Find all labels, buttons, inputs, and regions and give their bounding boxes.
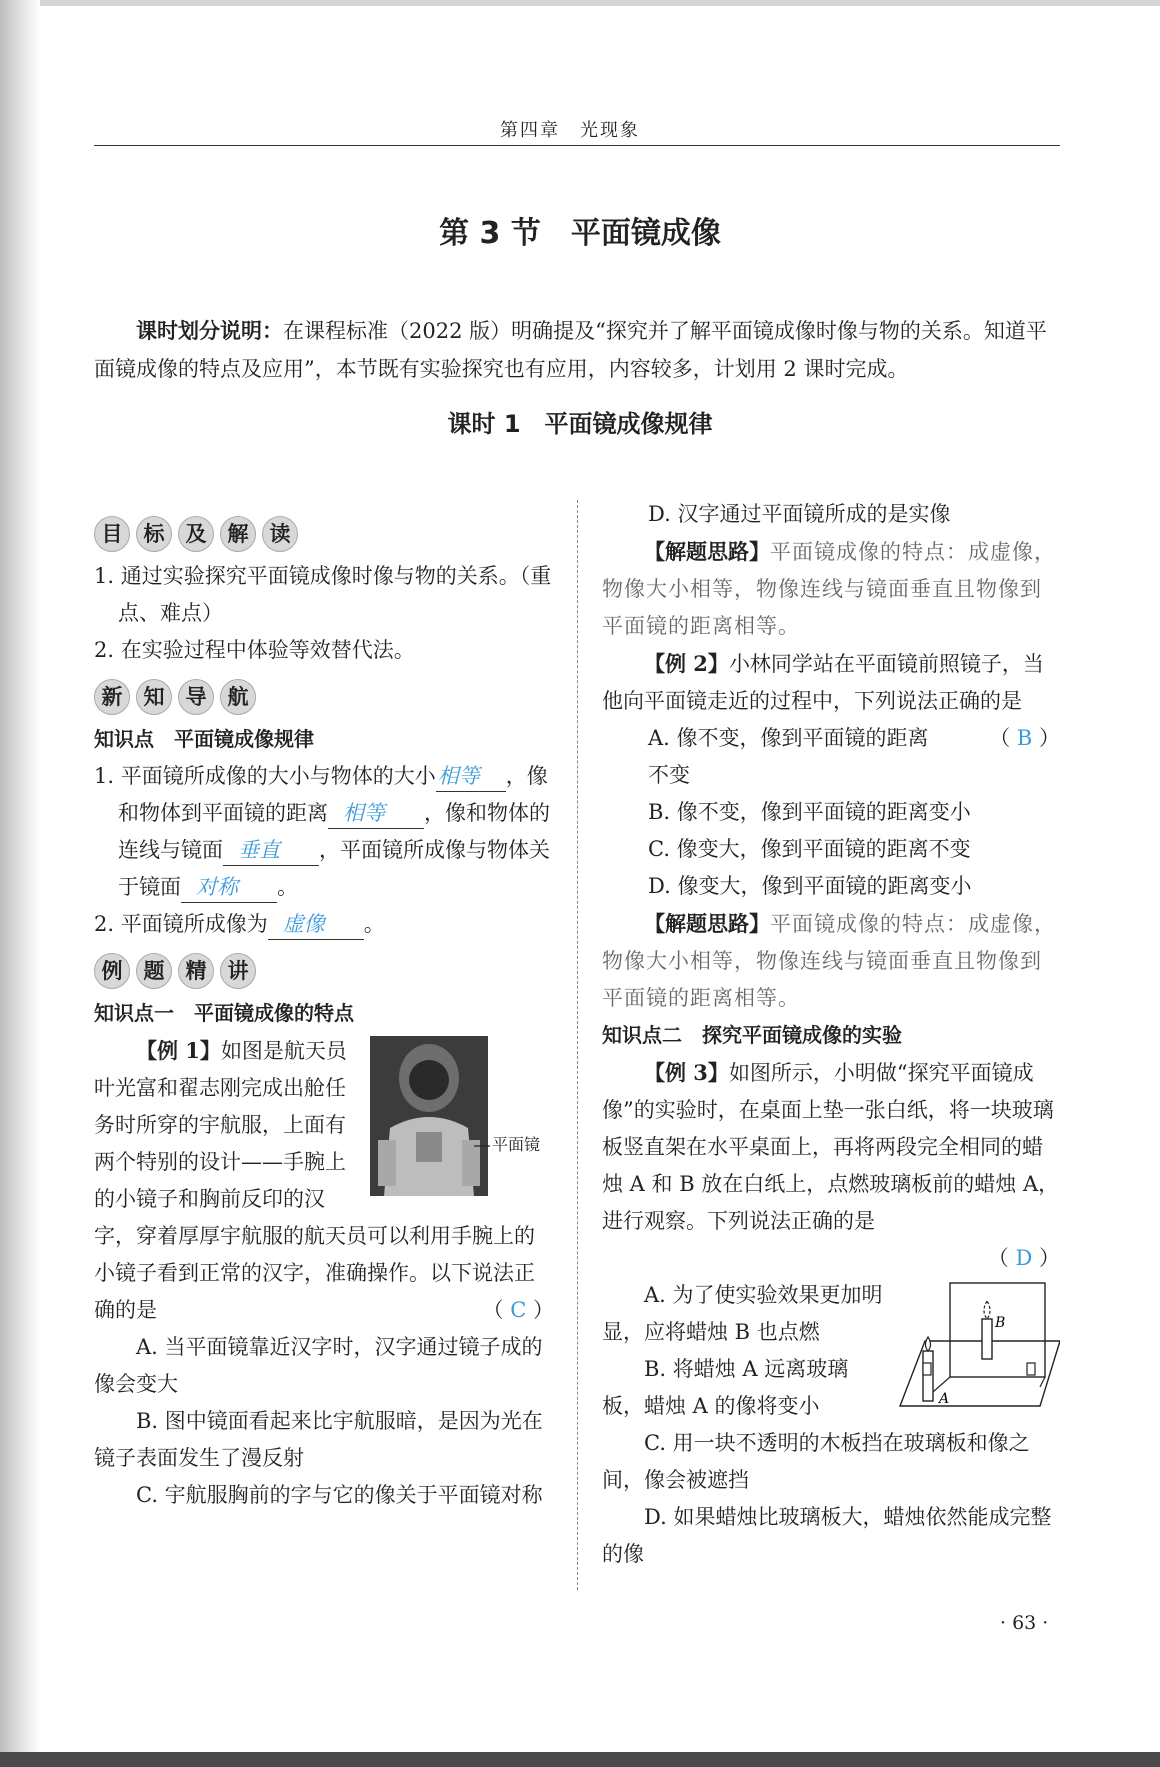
choice-bracket [441, 1292, 554, 1329]
badge-char: 及 [178, 516, 214, 552]
example-text: 如图是航天员叶光富和翟志刚完成出舱任务时所穿的宇航服，上面有两个特别的设计——手腕上的小镜子和胸前反印的汉字，穿着厚厚宇航服的航天员可以利用手腕上的小镜子看到正常的汉字，准确操作。以下说法正确的是 [94, 1039, 535, 1322]
left-column [94, 512, 554, 1514]
page-edge-bottom [0, 1752, 1160, 1767]
lesson-title: 课时 1 平面镜成像规律 [447, 410, 713, 438]
kp1-title: 知识点一 平面镜成像的特点 [94, 1001, 354, 1025]
example-text: 小林同学站在平面镜前照镜子，当他向平面镜走近的过程中，下列说法正确的是 [602, 652, 1044, 713]
badge-char: 讲 [220, 953, 256, 989]
badge-char: 目 [94, 516, 130, 552]
answer-blank: 相等 [328, 798, 424, 829]
badge-char: 题 [136, 953, 172, 989]
choice-answer: D [1015, 1246, 1033, 1270]
option-c: C. 像变大，像到平面镜的距离不变 [648, 837, 971, 861]
text: 。 [363, 912, 385, 936]
option-b: B. 像不变，像到平面镜的距离变小 [648, 800, 971, 824]
answer-blank: 对称 [181, 872, 277, 903]
option-c: C. 用一块不透明的木板挡在玻璃板和像之间，像会被遮挡 [602, 1431, 1030, 1492]
badge-goals [94, 516, 554, 552]
bracket-open: （ [989, 726, 1011, 750]
badge-new [94, 679, 554, 715]
page-edge-left [0, 0, 40, 1767]
badge-char: 解 [220, 516, 256, 552]
badge-char: 知 [136, 679, 172, 715]
option-c: C. 宇航服胸前的字与它的像关于平面镜对称 [136, 1483, 543, 1507]
text: ，像和物体到平面镜的距离 [118, 764, 548, 825]
experiment-figure [895, 1281, 1060, 1419]
option-a: A. 当平面镜靠近汉字时，汉字通过镜子成的像会变大 [94, 1335, 543, 1396]
example-2-stem [602, 645, 1060, 750]
intro-text: 在课程标准（2022 版）明确提及“探究并了解平面镜成像时像与物的关系。知道平面镜成像的特点及应用”，本节既有实验探究也有应用，内容较多，计划用 2 课时完成。 [94, 319, 1047, 381]
badge-char: 航 [220, 679, 256, 715]
choice-answer: B [1016, 726, 1033, 750]
kp2-title: 知识点二 探究平面镜成像的实验 [602, 1023, 902, 1047]
badge-char: 精 [178, 953, 214, 989]
intro-lead: 课时划分说明： [136, 319, 283, 343]
bracket-close: ） [533, 1298, 554, 1322]
label-leader-line [474, 1144, 490, 1148]
example-2-solution [602, 905, 1060, 1017]
solution-text: 平面镜成像的特点：成虚像，物像大小相等，物像连线与镜面垂直且物像到平面镜的距离相等。 [602, 540, 1056, 638]
header-rule [94, 145, 1060, 146]
solution-text: 平面镜成像的特点：成虚像，物像大小相等，物像连线与镜面垂直且物像到平面镜的距离相等。 [602, 912, 1056, 1010]
bracket-open: （ [482, 1298, 504, 1322]
option-d: D. 像变大，像到平面镜的距离变小 [648, 874, 972, 898]
choice-answer: C [510, 1298, 527, 1322]
section-title: 第 3 节 平面镜成像 [439, 216, 721, 251]
text: 2. 平面镜所成像为 [94, 912, 268, 936]
solution-label: 【解题思路】 [644, 539, 770, 564]
right-column [602, 496, 1060, 1573]
running-header: 第四章 光现象 [500, 120, 640, 141]
badge-char: 例 [94, 953, 130, 989]
example-label: 【例 2】 [644, 651, 729, 676]
text: ，平面镜所成像与物体关于镜面 [118, 838, 550, 899]
example-label: 【例 3】 [644, 1060, 729, 1085]
badge-char: 导 [178, 679, 214, 715]
goal-item: 2. 在实验过程中体验等效替代法。 [94, 638, 415, 662]
fig-label-a: A [939, 1391, 950, 1407]
answer-blank: 虚像 [268, 909, 364, 940]
example-label: 【例 1】 [136, 1038, 221, 1063]
bracket-close: ） [1039, 1246, 1060, 1270]
example-1-solution [602, 533, 1060, 645]
example-1 [94, 1032, 554, 1514]
option-a: A. 像不变，像到平面镜的距离不变 [648, 726, 929, 787]
mirror-label: 平面镜 [492, 1135, 541, 1154]
text: 1. 平面镜所成像的大小与物体的大小 [94, 764, 436, 788]
option-b: B. 将蜡烛 A 远离玻璃板，蜡烛 A 的像将变小 [602, 1357, 849, 1418]
answer-blank: 相等 [436, 761, 506, 792]
badge-char: 新 [94, 679, 130, 715]
bracket-open: （ [987, 1246, 1009, 1270]
badge-char: 读 [262, 516, 298, 552]
example-text: 如图所示，小明做“探究平面镜成像”的实验时，在桌面上垫一张白纸，将一块玻璃板竖直架在水平桌面上，再将两段完全相同的蜡烛 A 和 B 放在白纸上，点燃玻璃板前的蜡烛 A，进行观察。下列说法正确的是 [602, 1061, 1060, 1233]
option-d: D. 如果蜡烛比玻璃板大，蜡烛依然能成完整的像 [602, 1505, 1052, 1566]
badge-examples [94, 953, 554, 989]
page-number: · 63 · [1000, 1612, 1049, 1634]
astronaut-figure [370, 1036, 554, 1204]
astronaut-photo [370, 1036, 488, 1196]
column-divider [577, 500, 578, 1590]
example-3-stem [602, 1054, 1060, 1240]
answer-blank: 垂直 [223, 835, 319, 866]
goal-item: 1. 通过实验探究平面镜成像时像与物的关系。（重点、难点） [94, 564, 552, 625]
intro-paragraph [94, 312, 1060, 388]
option-a: A. 为了使实验效果更加明显，应将蜡烛 B 也点燃 [602, 1283, 883, 1344]
bracket-close: ） [1039, 726, 1060, 750]
badge-char: 标 [136, 516, 172, 552]
option-b: B. 图中镜面看起来比宇航服暗，是因为光在镜子表面发生了漫反射 [94, 1409, 543, 1470]
knowledge-title: 知识点 平面镜成像规律 [94, 727, 314, 751]
knowledge-item-2 [94, 906, 554, 943]
page-edge-top [0, 0, 1160, 6]
text: 。 [277, 875, 298, 899]
fig-label-b: B [995, 1315, 1006, 1331]
choice-bracket [602, 1240, 1060, 1277]
text: ，像和物体的连线与镜面 [118, 801, 550, 862]
knowledge-item-1 [94, 758, 554, 906]
option-d: D. 汉字通过平面镜所成的是实像 [648, 502, 951, 526]
solution-label: 【解题思路】 [644, 911, 770, 936]
choice-bracket [947, 720, 1060, 757]
